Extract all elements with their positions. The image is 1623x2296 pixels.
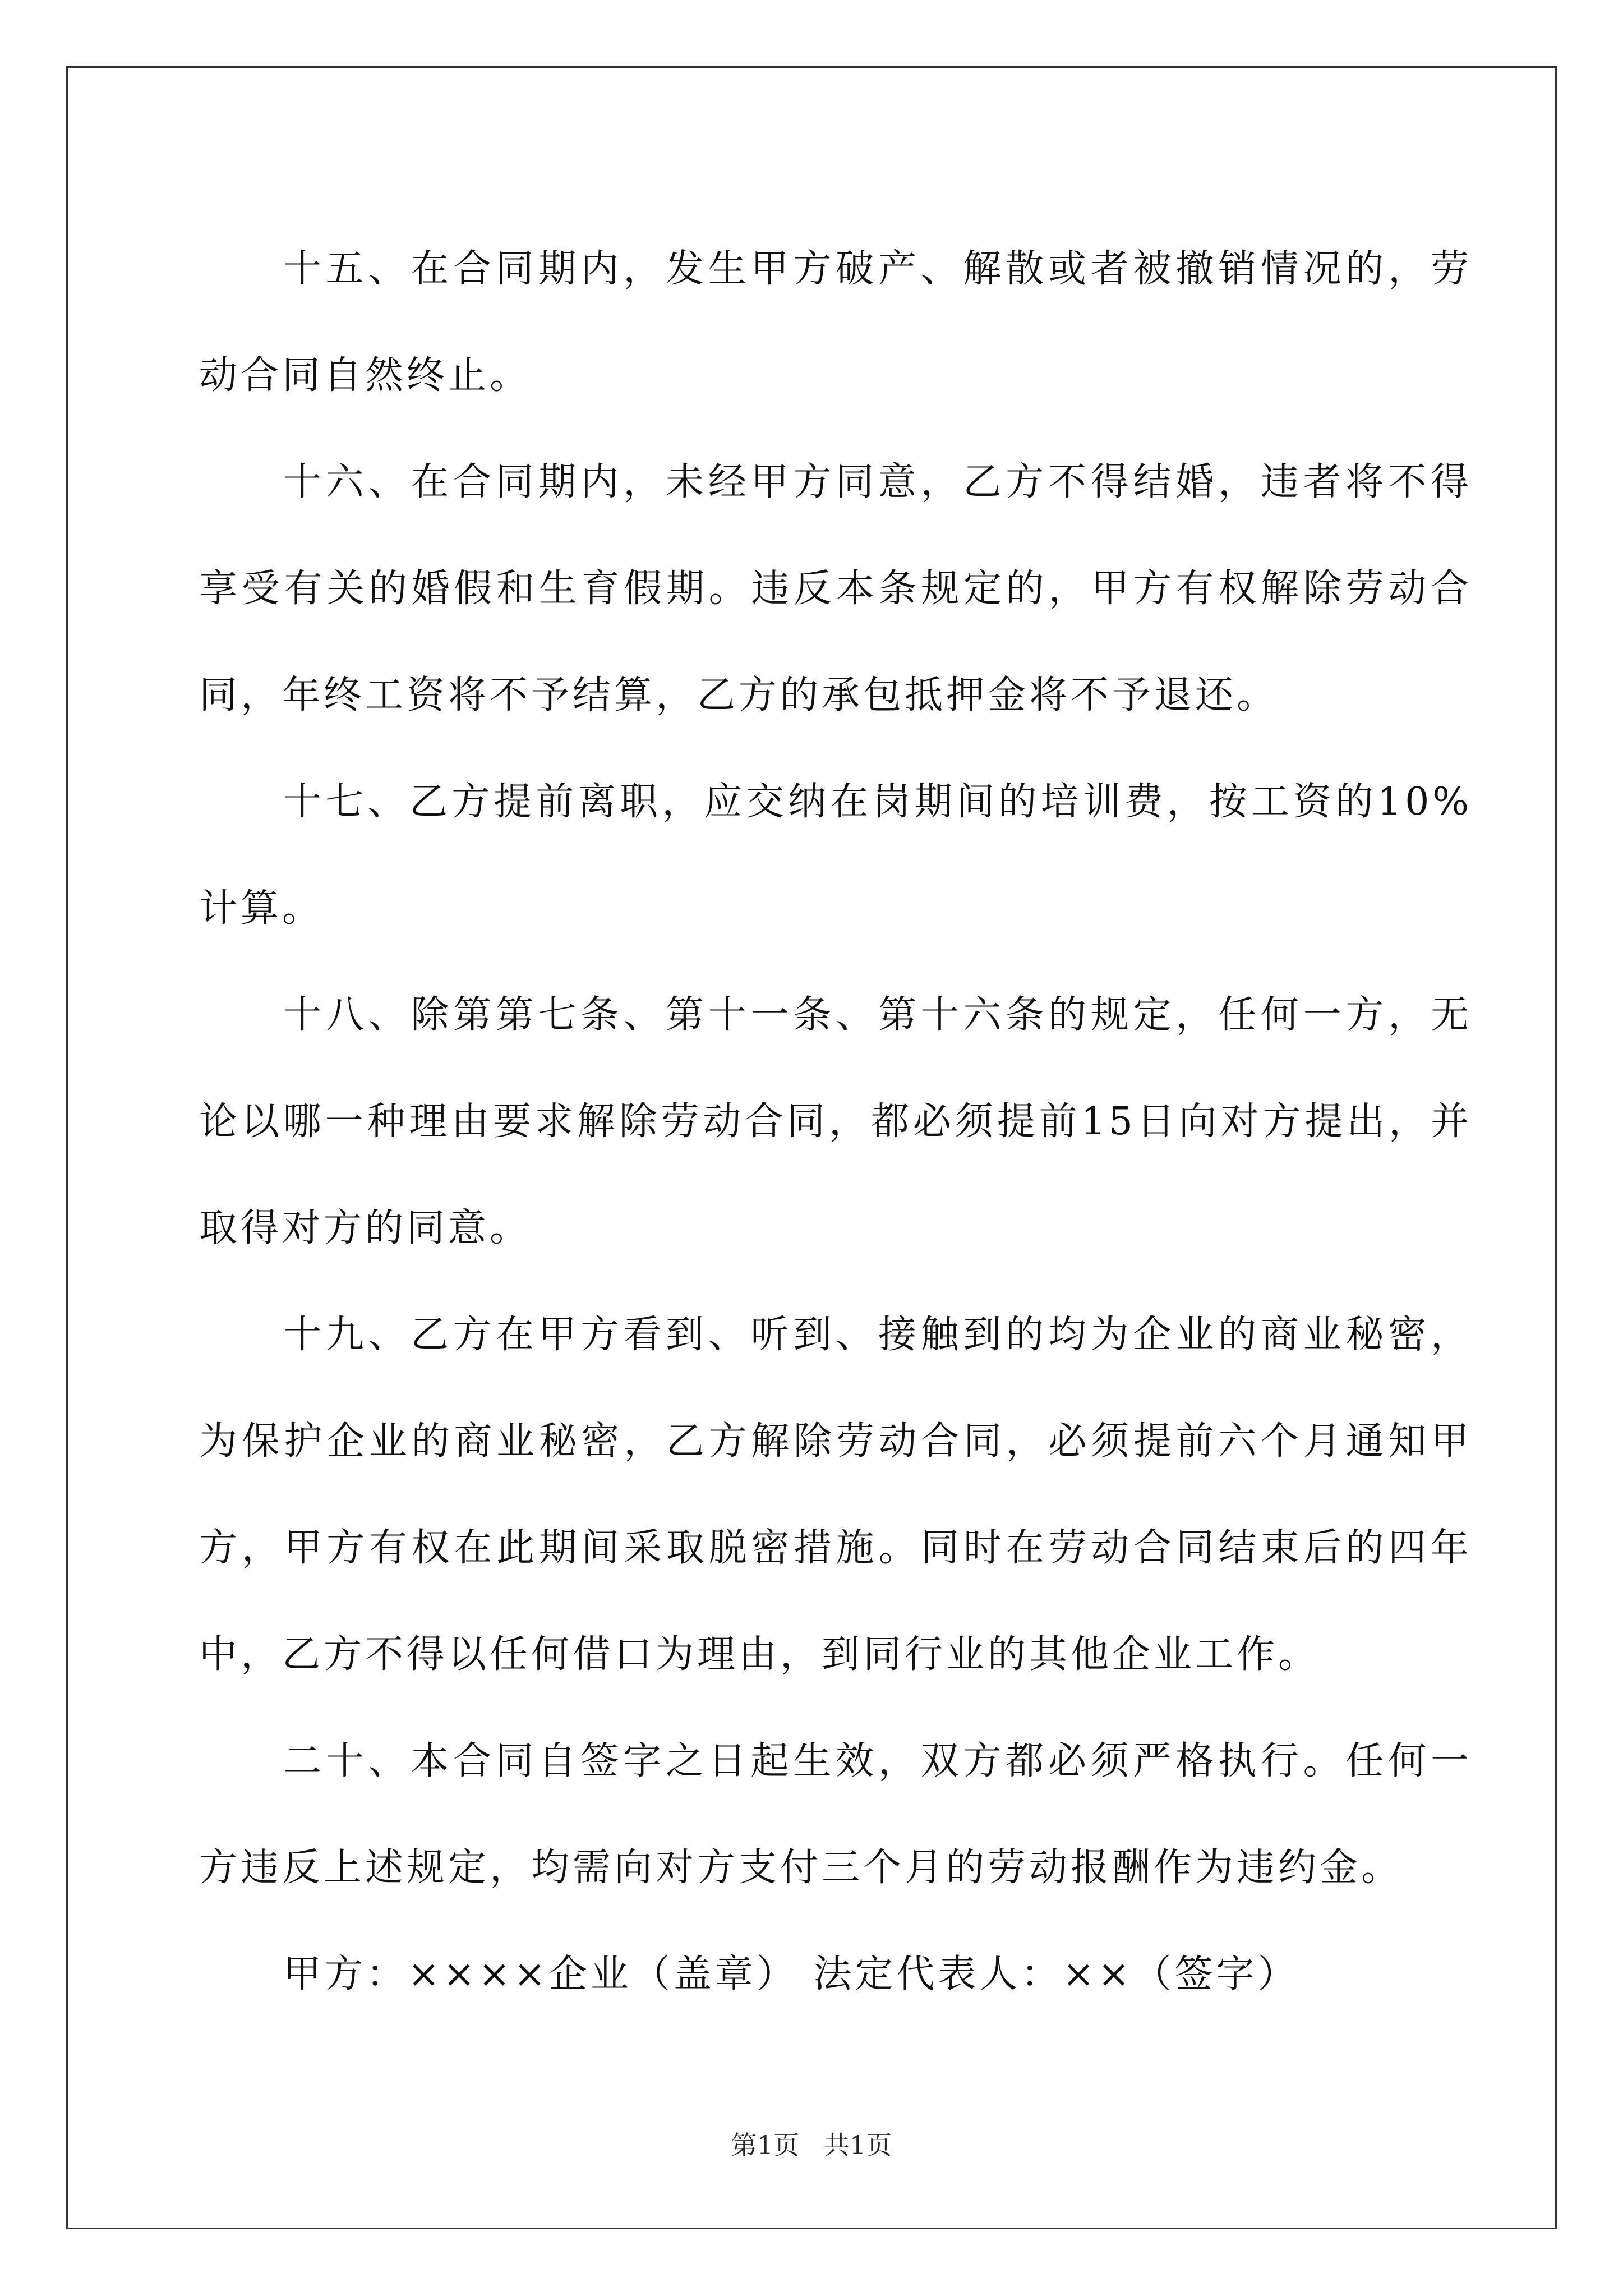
clause-16: 十六、在合同期内，未经甲方同意，乙方不得结婚，违者将不得享受有关的婚假和生育假期。违反本条规定的，甲方有权解除劳动合同，年终工资将不予结算，乙方的承包抵押金将不予退还。 [199, 460, 1472, 717]
clause-17: 十七、乙方提前离职，应交纳在岗期间的培训费，按工资的10%计算。 [199, 780, 1472, 931]
clause-20: 二十、本合同自签字之日起生效，双方都必须严格执行。任何一方违反上述规定，均需向对方支付三个月的劳动报酬作为违约金。 [199, 1739, 1472, 1890]
clause-19: 十九、乙方在甲方看到、听到、接触到的均为企业的商业秘密，为保护企业的商业秘密，乙方解除劳动合同，必须提前六个月通知甲方，甲方有权在此期间采取脱密措施。同时在劳动合同结束后的四年中，乙方不得以任何借口为理由，到同行业的其他企业工作。 [199, 1313, 1472, 1677]
page-footer: 第1页 共1页 [731, 2130, 892, 2160]
document-body [199, 216, 1472, 2028]
clause-18: 十八、除第第七条、第十一条、第十六条的规定，任何一方，无论以哪一种理由要求解除劳动合同，都必须提前15日向对方提出，并取得对方的同意。 [199, 993, 1472, 1250]
clause-15: 十五、在合同期内，发生甲方破产、解散或者被撤销情况的，劳动合同自然终止。 [199, 247, 1472, 398]
signature-line: 甲方：××××企业（盖章） 法定代表人：××（签字） [283, 1952, 1299, 1996]
